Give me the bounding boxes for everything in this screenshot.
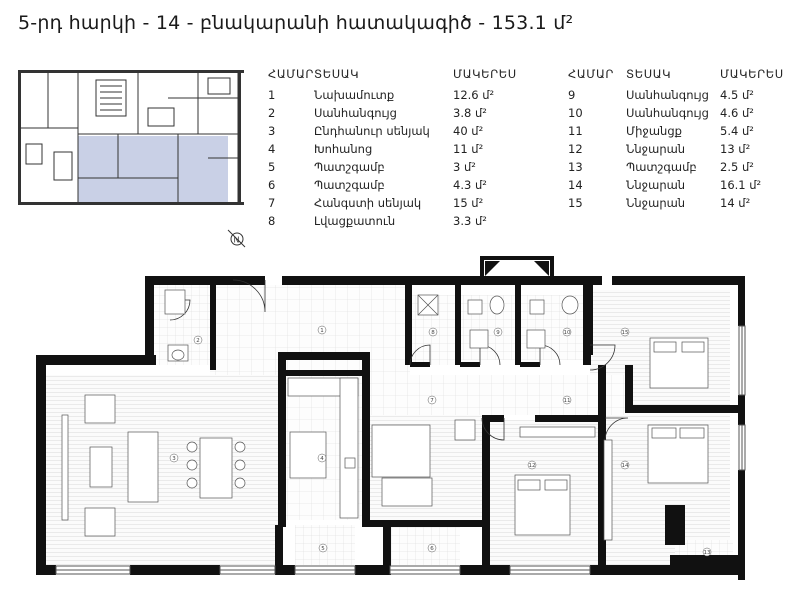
svg-text:2: 2 (196, 338, 200, 344)
header-area: ՄԱԿԵՐԵՍ (720, 67, 784, 81)
header-area: ՄԱԿԵՐԵՍ (453, 67, 517, 81)
svg-text:11: 11 (563, 398, 571, 404)
room-label-13 (703, 548, 711, 556)
room-label-6 (428, 544, 436, 552)
svg-text:12: 12 (528, 463, 536, 469)
room-table-right: ՀԱՄԱՐ ՏԵՍԱԿ ՄԱԿԵՐԵՍ 9 Սանհանգույց 4.5 մ² 10 Սանհանգույց 4.6 մ² 11 Միջանցք 5.4 մ² 12 Ննջարան 13 մ² 13 Պատշգամբ 2.5 մ² 14 Ննջարան 16.1 մ² 15 Ննջարան 14 մ² (568, 67, 784, 210)
room-label-3 (170, 454, 178, 462)
page-title: 5-րդ հարկի - 14 - բնակարանի հատակագիծ - 153.1 մ² (18, 12, 574, 34)
highlighted-apartment (78, 136, 228, 204)
room-label-11 (563, 396, 571, 404)
header-number: ՀԱՄԱՐ (268, 67, 314, 81)
room-label-7 (428, 396, 436, 404)
room-label-15 (621, 328, 629, 336)
svg-text:15: 15 (621, 330, 629, 336)
room-label-1 (318, 326, 326, 334)
header-type: ՏԵՍԱԿ (314, 67, 360, 81)
header-number: ՀԱՄԱՐ (568, 67, 614, 81)
header-type: ՏԵՍԱԿ (626, 67, 672, 81)
svg-text:9: 9 (496, 330, 500, 336)
svg-text:1: 1 (320, 328, 324, 334)
svg-text:7: 7 (430, 398, 434, 404)
north-arrow-icon (226, 228, 248, 250)
apartment-floor-plan (0, 250, 800, 600)
room-label-2 (194, 336, 202, 344)
room-label-4 (318, 454, 326, 462)
room-label-10 (563, 328, 571, 336)
svg-text:3: 3 (172, 456, 176, 462)
svg-text:4: 4 (320, 456, 324, 462)
room-label-14 (621, 461, 629, 469)
key-plan (18, 68, 244, 206)
room-label-9 (494, 328, 502, 336)
room-label-8 (429, 328, 437, 336)
room-table-left: ՀԱՄԱՐ ՏԵՍԱԿ ՄԱԿԵՐԵՍ 1 Նախամուտք 12.6 մ² 2 Սանհանգույց 3.8 մ² 3 Ընդհանուր սենյակ 40 մ² 4 Խոհանոց 11 մ² 5 Պատշգամբ 3 մ² 6 Պատշգամբ 4.3 մ² 7 Հանգստի սենյակ 15 մ² 8 Լվացքատուն 3.3 մ² (268, 67, 517, 228)
room-label-5 (319, 544, 327, 552)
svg-text:8: 8 (431, 330, 435, 336)
svg-text:14: 14 (621, 463, 629, 469)
room-label-12 (528, 461, 536, 469)
svg-text:6: 6 (430, 546, 434, 552)
svg-text:5: 5 (321, 546, 325, 552)
svg-text:13: 13 (703, 550, 711, 556)
svg-text:N: N (233, 235, 240, 245)
svg-text:10: 10 (563, 330, 571, 336)
ventilation-shaft (482, 258, 552, 278)
